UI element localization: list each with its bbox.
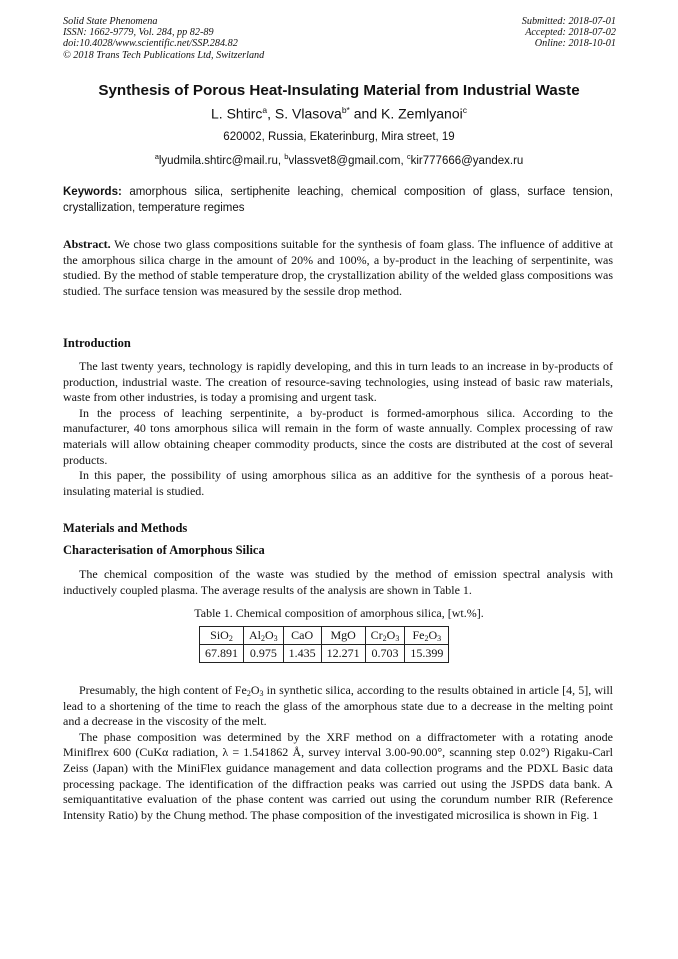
table-cell: 0.975: [244, 645, 284, 663]
introduction-heading: Introduction: [63, 336, 131, 350]
accepted-date: Accepted: 2018-07-02: [525, 27, 616, 39]
author-name: K. Zemlyanoi: [381, 105, 463, 122]
journal-name: Solid State Phenomena: [63, 16, 158, 27]
table-cell: 15.399: [405, 645, 449, 663]
doi-line: doi:10.4028/www.scientific.net/SSP.284.82: [63, 38, 238, 50]
keywords-text: amorphous silica, sertiphenite leaching, chemical composition of glass, surface tension, crystallization, temperature regimes: [63, 186, 613, 214]
affiliation-mark: c: [462, 105, 467, 115]
email-address: kir777666@yandex.ru: [410, 154, 524, 167]
submitted-date: Submitted: 2018-07-01: [521, 16, 616, 27]
table-caption: Table 1. Chemical composition of amorphous silica, [wt.%].: [194, 606, 484, 620]
author-conjunction: and: [349, 105, 382, 122]
author-name: S. Vlasova: [274, 105, 342, 122]
composition-table: [199, 626, 449, 663]
paper-title: Synthesis of Porous Heat-Insulating Material from Industrial Waste: [98, 82, 580, 99]
abstract-label: Abstract.: [63, 237, 111, 251]
paragraph: In this paper, the possibility of using amorphous silica as an additive for the synthesis of a porous heat-insulating material is studied.: [63, 468, 613, 498]
affiliation-address: 620002, Russia, Ekaterinburg, Mira street, 19: [223, 131, 455, 143]
results-body: [63, 683, 613, 823]
methods-heading: Materials and Methods: [63, 521, 188, 535]
email-address: vlassvet8@gmail.com: [288, 154, 401, 167]
keywords-section: [63, 185, 613, 216]
methods-subheading: Characterisation of Amorphous Silica: [63, 543, 265, 557]
online-date: Online: 2018-10-01: [534, 38, 616, 50]
author-name: L. Shtirc: [211, 105, 263, 122]
paragraph: The chemical composition of the waste was studied by the method of emission spectral analysis with inductively coupled plasma. The average results of the analysis are shown in Table 1.: [63, 567, 613, 597]
email-mark: b: [284, 152, 289, 161]
affiliation-mark: a: [262, 105, 268, 115]
publication-info: [63, 16, 264, 61]
copyright-line: © 2018 Trans Tech Publications Ltd, Switzerland: [63, 49, 265, 61]
publication-dates: [522, 16, 616, 50]
keywords-label: Keywords:: [63, 186, 122, 198]
table-cell: 12.271: [321, 645, 365, 663]
table-header-cell: $Fe_2O_3$: [405, 627, 449, 645]
introduction-body: [63, 359, 613, 499]
abstract-text: We chose two glass compositions suitable for the synthesis of foam glass. The influence of additive at the amorphous silica charge in the amount of 20% and 100%, a by-product in the leaching of serpentinite, was studied. By the method of stable temperature drop, the crystallization ability of the welded glass compositions was studied. The surface tension was measured by the sessile drop method.: [63, 237, 613, 298]
table-cell: 0.703: [365, 645, 405, 663]
paragraph: The last twenty years, technology is rapidly developing, and this in turn leads to an increase in by-products of production, industrial waste. The creation of resource-saving technologies, using instead of basic raw materials, waste from other industries, is today a promising and urgent task.: [63, 359, 613, 405]
table-cell: 67.891: [200, 645, 244, 663]
issn-line: ISSN: 1662-9779, Vol. 284, pp 82-89: [63, 27, 214, 39]
email-mark: a: [154, 152, 159, 161]
author-line: L. Shtirc$^a$, S. Vlasova$^{b*}$ and K. Zemlyanoi$^c$: [211, 105, 467, 122]
paragraph: In the process of leaching serpentinite, a by-product is formed-amorphous silica. According to the manufacturer, 40 tons amorphous silica will remain in the form of waste annually. Complex processing of raw materials will allow obtaining cheaper commodity products, since the costs are distributed at the cost of several products.: [63, 405, 613, 467]
methods-body: [63, 567, 613, 598]
table-header-cell: MgO: [321, 627, 365, 645]
abstract-section: [63, 237, 613, 299]
table-row: [200, 645, 449, 663]
email-line: $^a$lyudmila.shtirc@mail.ru, $^b$vlassvet8@gmail.com, $^c$kir777666@yandex.ru: [154, 152, 524, 167]
table-header-cell: CaO: [283, 627, 321, 645]
table-header-cell: SiO$_2$: [200, 627, 244, 645]
table-cell: 1.435: [283, 645, 321, 663]
paragraph: Presumably, the high content of $Fe_2O_3$ in synthetic silica, according to the results obtained in article [4, 5], will lead to a shortening of the time to reach the glass of the amorphous state due to a decrease in the melting point and a decrease in the viscosity of the melt.: [63, 683, 613, 729]
email-address: lyudmila.shtirc@mail.ru: [158, 154, 278, 167]
affiliation-mark: b*: [341, 105, 350, 115]
table-header-cell: $Al_2O_3$: [244, 627, 284, 645]
table-header-cell: $Cr_2O_3$: [365, 627, 405, 645]
email-mark: c: [406, 152, 411, 161]
paragraph: The phase composition was determined by the XRF method on a diffractometer with a rotating anode Miniflrex 600 (CuKα radiation, λ = 1.541862 Å, survey interval 3.00-90.00°, scanning step 0.02°) Rigaku-Carl Zeiss (Japan) with the MiniFlex guidance management and data collection programs and the PDXL Basic data processing package. The identification of the diffraction peaks was carried out using the JSPDS data bank. A semiquantitative evaluation of the phase content was carried out using the corundum number RIR (Reference Intensity Ratio) by the Chung method. The phase composition of the investigated microsilica is shown in Fig. 1: [63, 729, 613, 822]
table-header-row: [200, 627, 449, 645]
